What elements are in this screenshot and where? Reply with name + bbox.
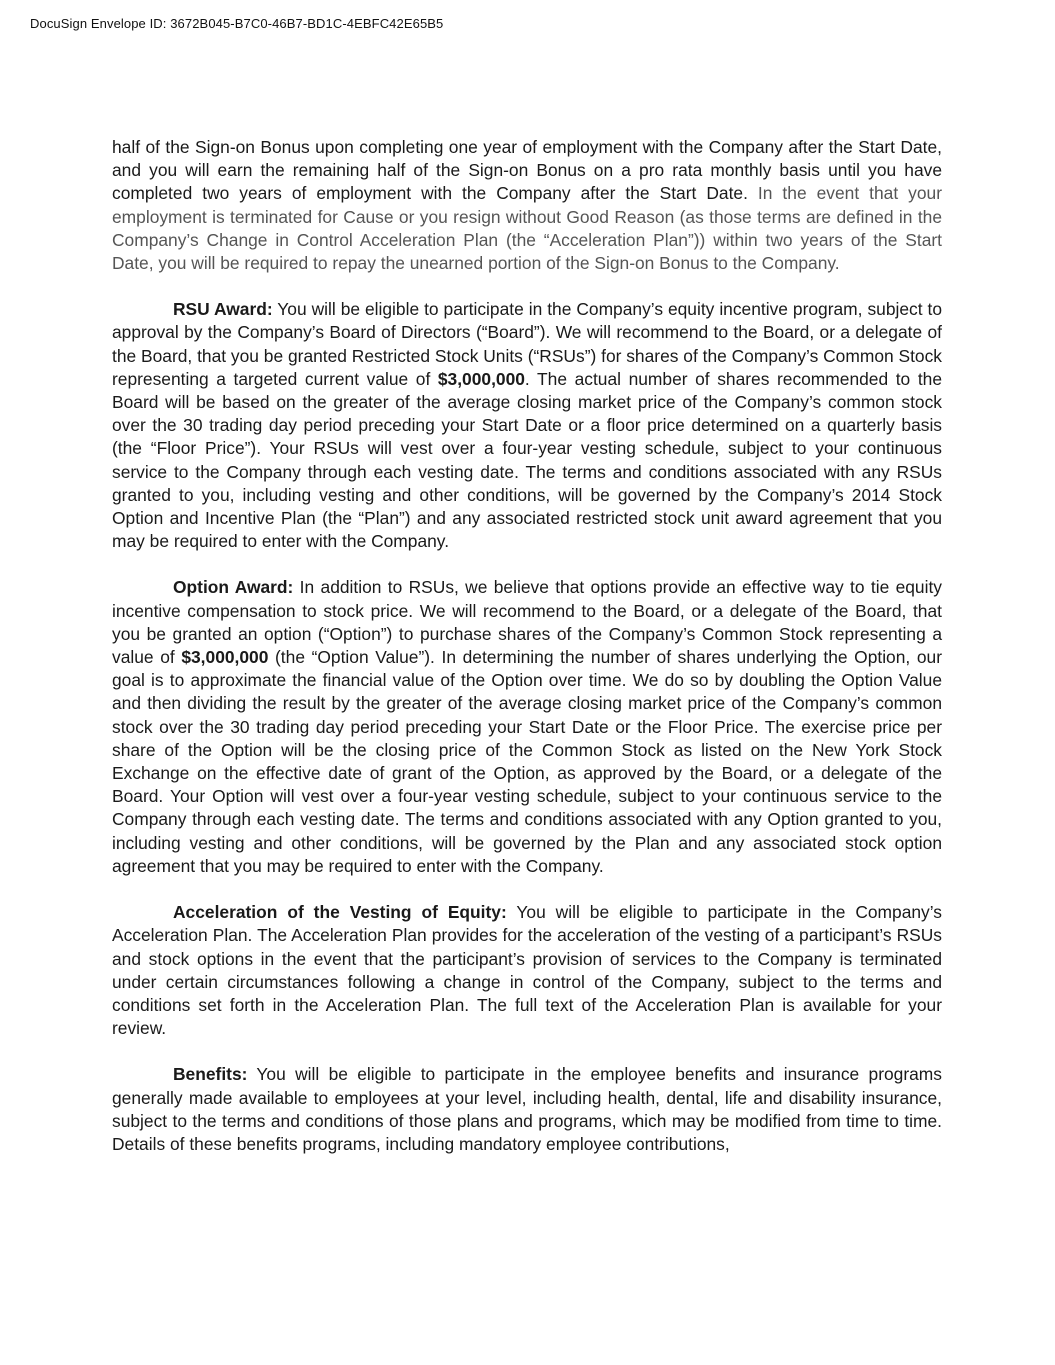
acceleration-paragraph — [112, 901, 942, 1040]
acceleration-heading: Acceleration of the Vesting of Equity: — [173, 902, 507, 923]
rsu-award-paragraph — [112, 298, 942, 553]
benefits-paragraph — [112, 1063, 942, 1156]
option-award-text-1: In addition to RSUs, we believe that options provide an effective way to tie equity incentive compensation to stock price. We will recommend to the Board, or a delegate of the Board, that you be granted an option (“Option”) to purchase shares of the Company’s Common Stock representing a value of — [112, 577, 942, 668]
docusign-envelope-id: DocuSign Envelope ID: 3672B045-B7C0-46B7-BD1C-4EBFC42E65B5 — [30, 16, 444, 31]
option-award-heading: Option Award: — [173, 577, 294, 598]
rsu-award-amount: $3,000,000 — [437, 368, 525, 389]
sign-on-text: half of the Sign-on Bonus upon completing one year of employment with the Company after the Start Date, and you will earn the remaining half of the Sign-on Bonus on a pro rata monthly basis until you have completed two years of employment with the Company after the Start Date. — [112, 137, 942, 204]
sign-on-bonus-paragraph — [112, 136, 942, 275]
sign-on-repayment-text: In the event that your employment is terminated for Cause or you resign without Good Reason (as those terms are defined in the Company’s Change in Control Acceleration Plan (the “Acceleration Plan”)) within two years of the Start Date, you will be required to repay the unearned portion of the Sign-on Bonus to the Company. — [112, 183, 943, 274]
benefits-heading: Benefits: — [173, 1064, 248, 1085]
letter-body — [112, 136, 942, 1179]
rsu-award-text-1: You will be eligible to participate in the Company’s equity incentive program, subject to approval by the Company’s Board of Directors (“Board”). We will recommend to the Board, or a delegate of the Board, that you be granted Restricted Stock Units (“RSUs”) for shares of the Company’s Common Stock representing a targeted current value of — [112, 299, 943, 389]
rsu-award-text-2: . The actual number of shares recommended to the Board will be based on the greater of the average closing market price of the Company’s common stock over the 30 trading day period preceding your Start Date or a floor price determined on a quarterly basis (the “Floor Price”). Your RSUs will vest over a four-year vesting schedule, subject to your continuous service to the Company through each vesting date. The terms and conditions associated with any RSUs granted to you, including vesting and other conditions, will be governed by the Company’s 2014 Stock Option and Incentive Plan (the “Plan”) and any associated restricted stock unit award agreement that you may be required to enter with the Company. — [112, 368, 942, 552]
acceleration-text: You will be eligible to participate in the Company’s Acceleration Plan. The Acceleration Plan provides for the acceleration of the vesting of a participant’s RSUs and stock options in the event that the participant’s provision of services to the Company is terminated under certain circumstances following a change in control of the Company, subject to the terms and conditions set forth in the Acceleration Plan. The full text of the Acceleration Plan is available for your review. — [112, 902, 943, 1039]
benefits-text: You will be eligible to participate in the employee benefits and insurance programs generally made available to employees at your level, including health, dental, life and disability insurance, subject to the terms and conditions of those plans and programs, which may be modified from time to time. Details of these benefits programs, including mandatory employee contributions, — [112, 1064, 942, 1154]
option-award-amount: $3,000,000 — [181, 647, 269, 668]
option-award-paragraph — [112, 576, 942, 878]
rsu-award-heading: RSU Award: — [173, 299, 273, 320]
option-award-text-2: (the “Option Value”). In determining the number of shares underlying the Option, our goal is to approximate the financial value of the Option over time. We do so by doubling the Option Value and then dividing the result by the greater of the average closing market price of the Company’s common stock over the 30 trading day period preceding your Start Date or the Floor Price. The exercise price per share of the Option will be the closing price of the Common Stock as listed on the New York Stock Exchange on the effective date of grant of the Option, as approved by the Board, or a delegate of the Board. Your Option will vest over a four-year vesting schedule, subject to your continuous service to the Company through each vesting date. The terms and conditions associated with any Option granted to you, including vesting and other conditions, will be governed by the Plan and any associated stock option agreement that you may be required to enter with the Company. — [112, 647, 942, 876]
